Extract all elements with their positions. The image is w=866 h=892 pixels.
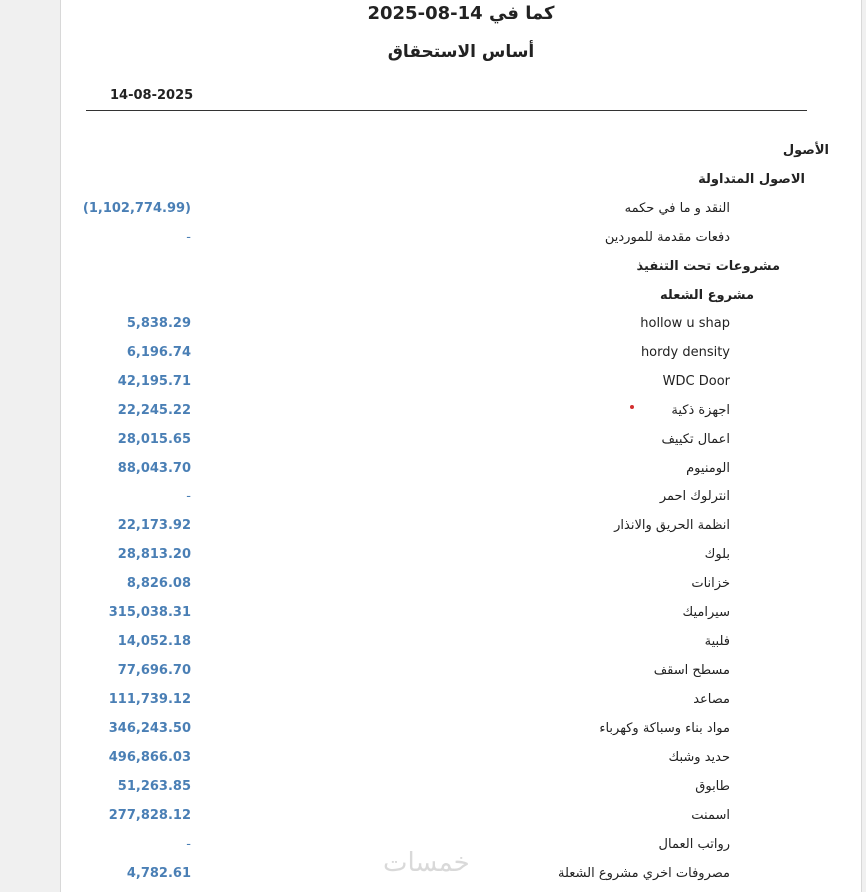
row-label: الاصول المتداولة xyxy=(698,172,805,187)
row-label: الأصول xyxy=(782,143,829,158)
report-row xyxy=(61,170,861,192)
row-amount: 42,195.71 xyxy=(117,374,191,389)
report-row xyxy=(61,748,861,770)
header-divider xyxy=(86,110,807,111)
row-amount: 51,263.85 xyxy=(117,779,191,794)
watermark: خمسات xyxy=(383,848,470,878)
row-amount: 22,245.22 xyxy=(117,403,191,418)
row-label: حديد وشبك xyxy=(668,750,730,765)
row-amount: 88,043.70 xyxy=(117,461,191,476)
report-row xyxy=(61,632,861,654)
row-label: مصاعد xyxy=(693,692,730,707)
row-label: اعمال تكييف xyxy=(661,432,730,447)
row-label: خزانات xyxy=(691,576,730,591)
row-label: سيراميك xyxy=(682,605,730,620)
report-row xyxy=(61,516,861,538)
report-row xyxy=(61,401,861,423)
row-amount: 77,696.70 xyxy=(117,663,191,678)
row-amount: - xyxy=(186,489,191,504)
row-amount: 346,243.50 xyxy=(108,721,191,736)
row-amount: - xyxy=(186,230,191,245)
report-row xyxy=(61,487,861,509)
row-amount: 28,015.65 xyxy=(117,432,191,447)
row-label: مشروع الشعله xyxy=(660,288,754,303)
row-amount: 4,782.61 xyxy=(126,866,191,881)
row-amount: 5,838.29 xyxy=(126,316,191,331)
row-amount: 28,813.20 xyxy=(117,547,191,562)
row-amount: 111,739.12 xyxy=(108,692,191,707)
row-label: النقد و ما في حكمه xyxy=(624,201,730,216)
row-label: مواد بناء وسباكة وكهرباء xyxy=(599,721,730,736)
report-row xyxy=(61,228,861,250)
row-label: اجهزة ذكية xyxy=(671,403,730,418)
report-row xyxy=(61,372,861,394)
report-row xyxy=(61,806,861,828)
report-sheet xyxy=(60,0,862,892)
row-label: فلبية xyxy=(704,634,730,649)
row-label: مصروفات اخري مشروع الشعلة xyxy=(558,866,730,881)
row-label: الومنيوم xyxy=(686,461,730,476)
report-row xyxy=(61,199,861,221)
report-row xyxy=(61,661,861,683)
row-label: hollow u shap xyxy=(640,316,730,331)
row-label: طابوق xyxy=(695,779,730,794)
row-amount: 315,038.31 xyxy=(108,605,191,620)
row-amount: 14,052.18 xyxy=(117,634,191,649)
report-title: كما في 14-08-2025 xyxy=(367,3,555,24)
column-date-header: 14-08-2025 xyxy=(110,88,194,103)
row-label: بلوك xyxy=(704,547,730,562)
row-amount: 6,196.74 xyxy=(126,345,191,360)
row-label: hordy density xyxy=(640,345,730,360)
row-label: WDC Door xyxy=(662,374,730,389)
report-row xyxy=(61,314,861,336)
row-amount: 8,826.08 xyxy=(126,576,191,591)
row-label: اسمنت xyxy=(691,808,730,823)
report-row xyxy=(61,430,861,452)
report-row xyxy=(61,690,861,712)
report-row xyxy=(61,545,861,567)
report-row xyxy=(61,777,861,799)
row-amount: (1,102,774.99) xyxy=(82,201,191,216)
report-row xyxy=(61,257,861,279)
report-row xyxy=(61,343,861,365)
report-row xyxy=(61,719,861,741)
row-amount: 22,173.92 xyxy=(117,518,191,533)
report-row xyxy=(61,574,861,596)
report-subtitle: أساس الاستحقاق xyxy=(387,42,535,62)
row-label: مشروعات تحت التنفيذ xyxy=(636,259,780,274)
row-amount: 496,866.03 xyxy=(108,750,191,765)
row-amount: - xyxy=(186,837,191,852)
row-label: مسطح اسقف xyxy=(653,663,730,678)
row-label: انظمة الحريق والانذار xyxy=(614,518,730,533)
row-amount: 277,828.12 xyxy=(108,808,191,823)
red-marker-dot xyxy=(630,405,634,409)
report-row xyxy=(61,603,861,625)
row-label: انترلوك احمر xyxy=(659,489,730,504)
report-row xyxy=(61,286,861,308)
report-row xyxy=(61,141,861,163)
row-label: رواتب العمال xyxy=(658,837,730,852)
report-row xyxy=(61,459,861,481)
row-label: دفعات مقدمة للموردين xyxy=(604,230,730,245)
